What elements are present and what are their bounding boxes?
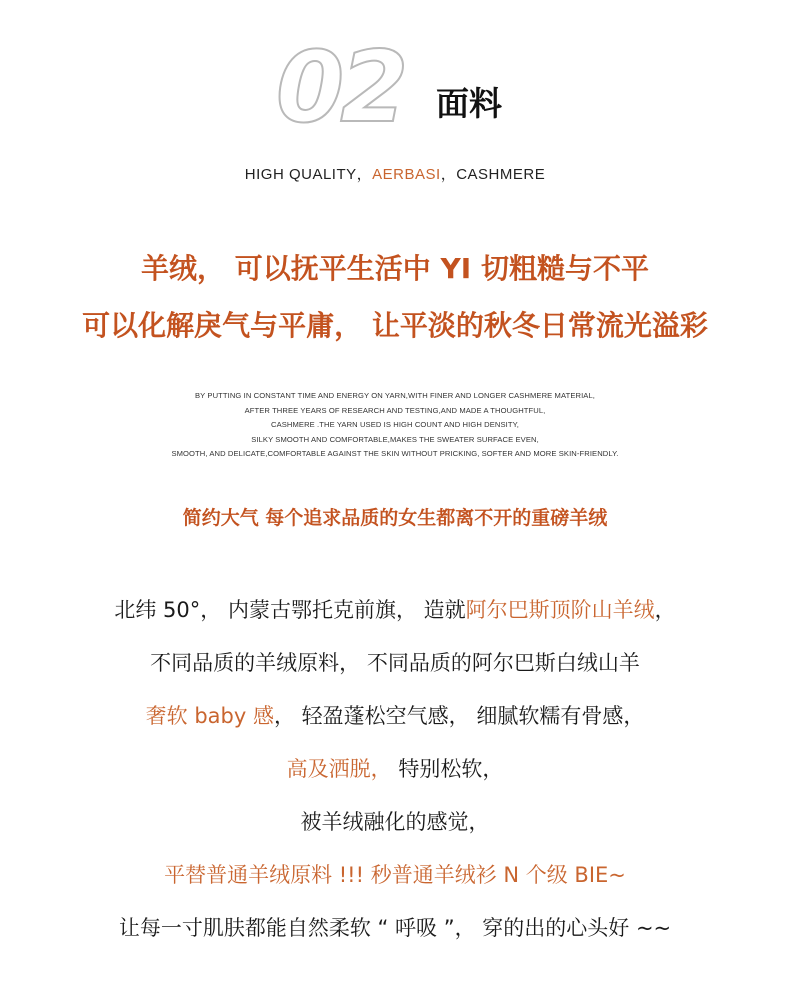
body-line-2: 不同品质的羊绒原料， 不同品质的阿尔巴斯白绒山羊	[150, 651, 640, 675]
body-line-3	[0, 698, 790, 751]
body-text-span: ， 轻盈蓬松空气感， 细腻软糯有骨感，	[273, 704, 645, 728]
english-line: CASHMERE .THE YARN USED IS HIGH COUNT AND HIGH DENSITY,	[271, 420, 519, 429]
section-header	[0, 31, 790, 145]
english-paragraph	[0, 389, 790, 462]
tagline	[0, 163, 790, 184]
tagline-part2: ，CASHMERE	[440, 166, 546, 183]
subheadline: 简约大气 每个追求品质的女生都离不开的重磅羊绒	[182, 507, 608, 529]
highlight-text: 阿尔巴斯顶阶山羊绒	[465, 598, 655, 622]
headline-line-2: 可以化解戾气与平庸， 让平淡的秋冬日常流光溢彩	[82, 309, 708, 342]
section-title: 面料	[436, 84, 502, 123]
english-line: SMOOTH, AND DELICATE,COMFORTABLE AGAINST THE SKIN WITHOUT PRICKING, SOFTER AND MORE SKIN-FRIENDLY.	[171, 449, 619, 458]
body-line-7: 让每一寸肌肤都能自然柔软 “ 呼吸 ”， 穿的出的心头好 ~~	[118, 916, 672, 940]
body-text	[0, 592, 790, 963]
body-text-span: 北纬 50°， 内蒙古鄂托克前旗， 造就	[114, 598, 466, 622]
body-line-4	[0, 751, 790, 804]
highlight-text: 高及洒脱，	[286, 757, 392, 781]
headline-line-1: 羊绒， 可以抚平生活中 YI 切粗糙与不平	[141, 252, 649, 285]
highlight-text: 奢软 baby 感	[145, 704, 274, 728]
body-line-1	[0, 592, 790, 645]
body-text-span: ，	[654, 598, 676, 622]
english-line: SILKY SMOOTH AND COMFORTABLE,MAKES THE SWEATER SURFACE EVEN,	[251, 434, 539, 444]
english-line: AFTER THREE YEARS OF RESEARCH AND TESTING,AND MADE A THOUGHTFUL,	[244, 405, 546, 415]
tagline-part1: HIGH QUALITY，	[244, 166, 373, 183]
section-number: 02	[276, 31, 405, 145]
body-line-6: 平替普通羊绒原料 !!! 秒普通羊绒衫 N 个级 BIE~	[164, 863, 626, 887]
body-line-5: 被羊绒融化的感觉，	[300, 810, 490, 834]
english-line: BY PUTTING IN CONSTANT TIME AND ENERGY ON YARN,WITH FINER AND LONGER CASHMERE MATERIAL,	[195, 391, 595, 400]
body-text-span: 特别松软，	[391, 757, 504, 781]
tagline-brand: AERBASI	[372, 166, 441, 183]
